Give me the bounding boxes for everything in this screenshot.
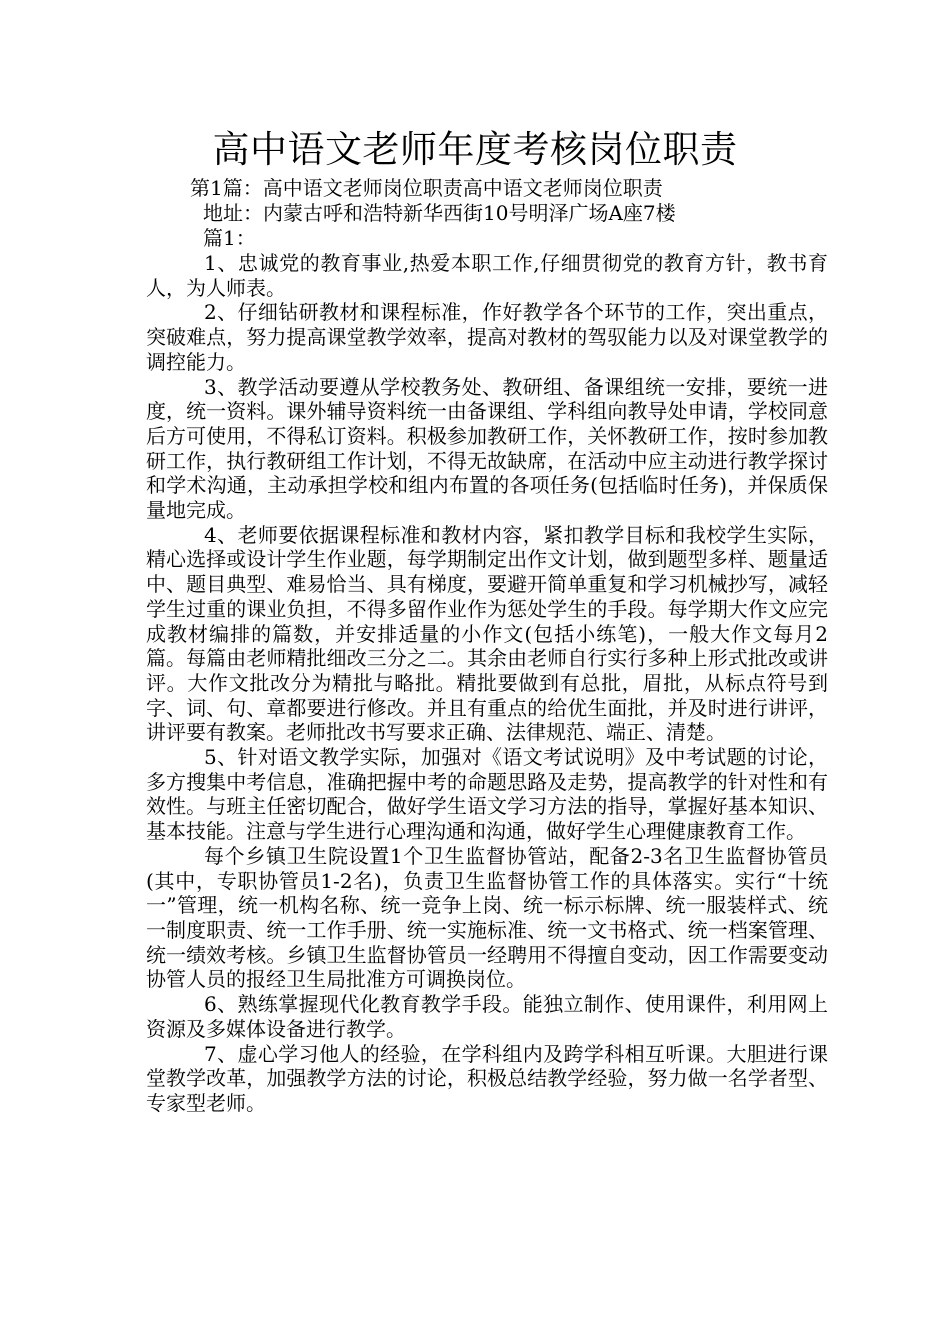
document-title: 高中语文老师年度考核岗位职责: [212, 128, 738, 171]
document-body: [146, 251, 828, 1116]
paragraph-4: 4、老师要依据课程标准和教材内容，紧扣教学目标和我校学生实际，精心选择或设计学生作业题，每学期制定出作文计划，做到题型多样、题量适中、题目典型、难易恰当、具有梯度，要避开简单重复和学习机械抄写，减轻学生过重的课业负担，不得多留作业作为惩处学生的手段。每学期大作文应完成教材编排的篇数，并安排适量的小作文(包括小练笔)，一般大作文每月2篇。每篇由老师精批细改三分之二。其余由老师自行实行多种上形式批改或讲评。大作文批改分为精批与略批。精批要做到有总批，眉批，从标点符号到字、词、句、章都要进行修改。并且有重点的给优生面批，并及时进行讲评，讲评要有教案。老师批改书写要求正确、法律规范、端正、清楚。: [146, 522, 828, 745]
paragraph-5: 5、针对语文教学实际，加强对《语文考试说明》及中考试题的讨论，多方搜集中考信息，准确把握中考的命题思路及走势，提高教学的针对性和有效性。与班主任密切配合，做好学生语文学习方法的指导，掌握好基本知识、基本技能。注意与学生进行心理沟通和沟通，做好学生心理健康教育工作。: [146, 745, 828, 844]
paragraph-7: 7、虚心学习他人的经验，在学科组内及跨学科相互听课。大胆进行课堂教学改革，加强教学方法的讨论，积极总结教学经验，努力做一名学者型、专家型老师。: [146, 1041, 828, 1115]
paragraph-3: 3、教学活动要遵从学校教务处、教研组、备课组统一安排，要统一进度，统一资料。课外辅导资料统一由备课组、学科组向教导处申请，学校同意后方可使用，不得私订资料。积极参加教研工作，关怀教研工作，按时参加教研工作，执行教研组工作计划，不得无故缺席，在活动中应主动进行教学探讨和学术沟通，主动承担学校和组内布置的各项任务(包括临时任务)，并保质保量地完成。: [146, 374, 828, 523]
address-line: 地址：内蒙古呼和浩特新华西街10号明泽广场A座7楼: [203, 201, 676, 225]
paragraph-6: 6、熟练掌握现代化教育教学手段。能独立制作、使用课件，利用网上资源及多媒体设备进行教学。: [146, 992, 828, 1041]
paragraph-1: 1、忠诚党的教育事业,热爱本职工作,仔细贯彻党的教育方针，教书育人，为人师表。: [146, 251, 828, 300]
section-label: 篇1：: [203, 226, 256, 250]
article-subtitle: 第1篇：高中语文老师岗位职责高中语文老师岗位职责: [190, 176, 663, 200]
paragraph-health-supervision: 每个乡镇卫生院设置1个卫生监督协管站，配备2-3名卫生监督协管员(其中，专职协管员1-2名)，负责卫生监督协管工作的具体落实。实行“十统一”管理，统一机构名称、统一竞争上岗、统一标示标牌、统一服装样式、统一制度职责、统一工作手册、统一实施标准、统一文书格式、统一档案管理、统一绩效考核。乡镇卫生监督协管员一经聘用不得擅自变动，因工作需要变动协管人员的报经卫生局批准方可调换岗位。: [146, 843, 828, 992]
paragraph-2: 2、仔细钻研教材和课程标准，作好教学各个环节的工作，突出重点，突破难点，努力提高课堂教学效率，提高对教材的驾驭能力以及对课堂教学的调控能力。: [146, 300, 828, 374]
